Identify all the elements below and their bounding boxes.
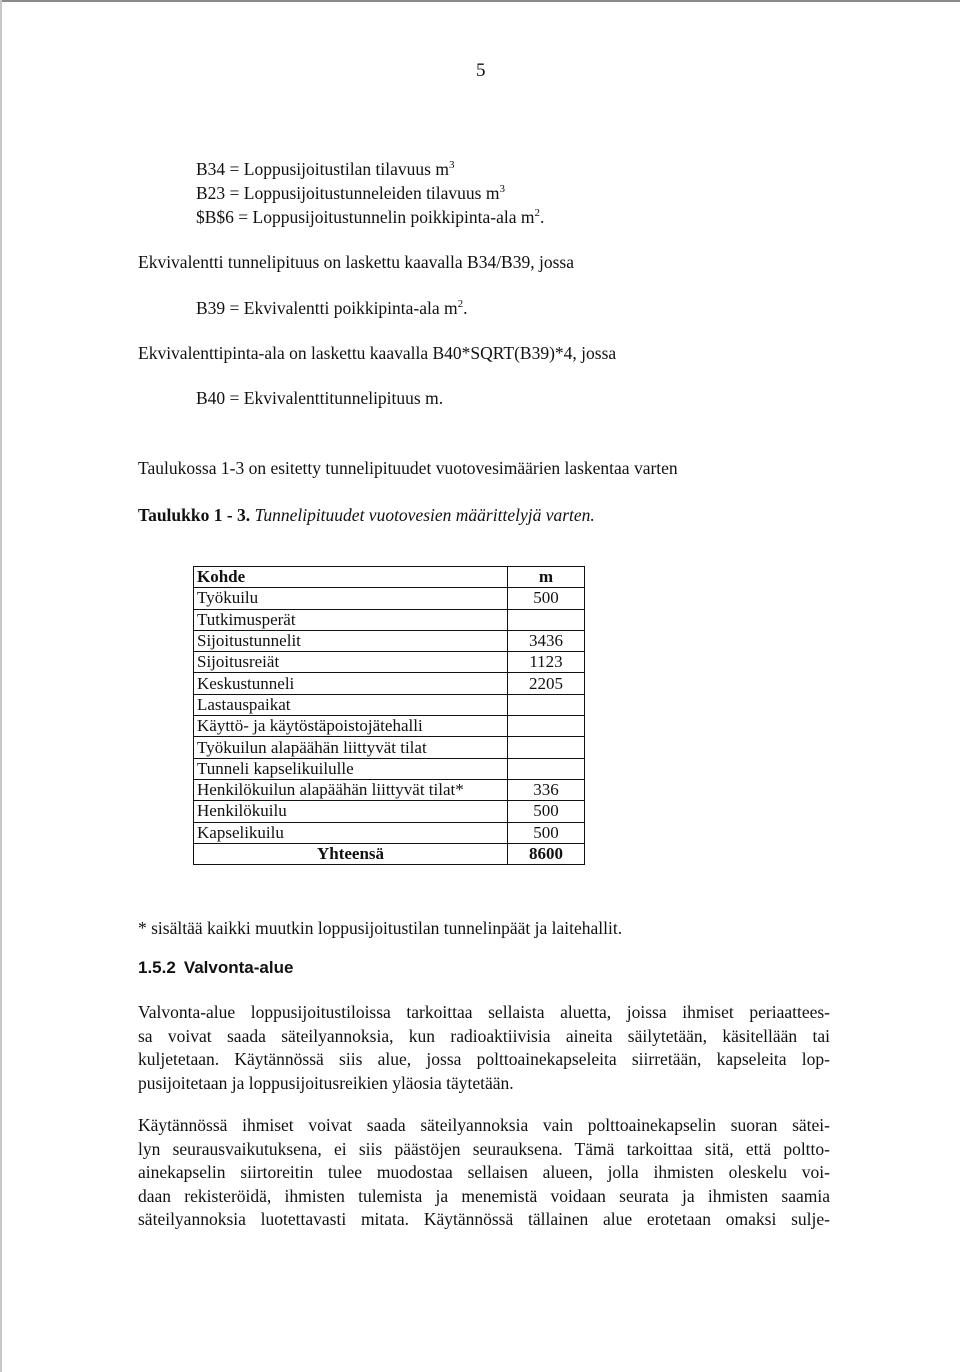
table-row — [194, 694, 585, 715]
table-cell-name: Tutkimusperät — [194, 609, 508, 630]
table-total-label: Yhteensä — [194, 843, 508, 864]
table-caption-title: Tunnelipituudet vuotovesien määrittelyjä varten. — [254, 505, 595, 525]
page-number: 5 — [476, 60, 486, 81]
table-header-row — [194, 567, 585, 588]
paragraph-line: Valvonta-alue loppusijoitustiloissa tarkoittaa sellaista aluetta, joissa ihmiset periaattees- — [138, 1002, 830, 1022]
table-row — [194, 630, 585, 651]
paragraph-line: daan rekisteröidä, ihmisten tulemista ja menemistä voidaan seurata ja ihmisten saamia — [138, 1185, 830, 1206]
scan-border-left — [0, 0, 2, 1372]
table-cell-name: Sijoitusreiät — [194, 652, 508, 673]
table-cell-m: 3436 — [508, 630, 585, 651]
table-row — [194, 822, 585, 843]
paragraph-valvonta-2 — [138, 1114, 830, 1232]
table-cell-m: 336 — [508, 779, 585, 800]
table-cell-m: 2205 — [508, 673, 585, 694]
table-cell-m — [508, 737, 585, 758]
table-cell-name: Kapselikuilu — [194, 822, 508, 843]
table-row — [194, 737, 585, 758]
table-footnote: * sisältää kaikki muutkin loppusijoitustilan tunnelinpäät ja laitehallit. — [138, 918, 623, 938]
table-row — [194, 716, 585, 737]
paragraph-valvonta-1 — [138, 1001, 830, 1095]
table-cell-name: Tunneli kapselikuilulle — [194, 758, 508, 779]
paragraph-line: lyn seurausvaikutuksena, ei siis päästöjen seurauksena. Tämä tarkoittaa sitä, että poltto- — [138, 1138, 830, 1159]
section-heading — [138, 958, 293, 978]
paragraph-equivalent-area: Ekvivalenttipinta-ala on laskettu kaavalla B40*SQRT(B39)*4, jossa — [138, 343, 617, 363]
paragraph-line: sa voivat saada säteilyannoksia, kun radioaktiivisia aineita säilytetään, käsitellään tai — [138, 1025, 830, 1046]
table-header-kohde: Kohde — [194, 567, 508, 588]
paragraph-table-intro: Taulukossa 1-3 on esitetty tunnelipituudet vuotovesimäärien laskentaa varten — [138, 458, 678, 478]
table-cell-name: Henkilökuilu — [194, 801, 508, 822]
table-row — [194, 779, 585, 800]
paragraph-equivalent-length: Ekvivalentti tunnelipituus on laskettu kaavalla B34/B39, jossa — [138, 252, 574, 272]
paragraph-line: Käytännössä ihmiset voivat saada säteilyannoksia vain polttoainekapselin suoran sätei- — [138, 1115, 830, 1135]
table-cell-m — [508, 694, 585, 715]
table-total-value: 8600 — [508, 843, 585, 864]
section-number: 1.5.2 — [138, 958, 176, 977]
table-cell-m — [508, 609, 585, 630]
paragraph-line: pusijoitetaan ja loppusijoitusreikien yläosia täytetään. — [138, 1072, 514, 1093]
definition-b34: B34 = Loppusijoitustilan tilavuus $m^3$ — [196, 159, 455, 179]
table-cell-name: Työkuilu — [194, 588, 508, 609]
table-caption — [138, 505, 595, 526]
paragraph-line: kuljetetaan. Käytännössä siis alue, jossa polttoainekapseleita siirretään, kapseleita lop- — [138, 1049, 830, 1070]
table-cell-m: 500 — [508, 822, 585, 843]
table-row — [194, 673, 585, 694]
table-cell-name: Lastauspaikat — [194, 694, 508, 715]
table-caption-label: Taulukko 1 - 3. — [138, 505, 251, 525]
definition-b40: B40 = Ekvivalenttitunnelipituus m. — [196, 388, 444, 408]
definition-b39: B39 = Ekvivalentti poikkipinta-ala $m^2$. — [196, 298, 468, 318]
table-header-m: m — [508, 567, 585, 588]
scan-border-top — [0, 0, 960, 2]
table-cell-m: 500 — [508, 801, 585, 822]
definition-list — [196, 157, 544, 229]
table-cell-name: Henkilökuilun alapäähän liittyvät tilat* — [194, 779, 508, 800]
table-total-row — [194, 843, 585, 864]
table-cell-m — [508, 758, 585, 779]
section-title: Valvonta-alue — [183, 958, 294, 977]
table-cell-name: Käyttö- ja käytöstäpoistojätehalli — [194, 716, 508, 737]
table-cell-m — [508, 716, 585, 737]
table-row — [194, 758, 585, 779]
tunnel-length-table — [193, 566, 585, 865]
table-row — [194, 588, 585, 609]
table-cell-m: 500 — [508, 588, 585, 609]
table-row — [194, 609, 585, 630]
paragraph-line: säteilyannoksia luotettavasti mitata. Käytännössä tällainen alue erotetaan omaksi sulje- — [138, 1209, 830, 1230]
definition-b23: B23 = Loppusijoitustunneleiden tilavuus $m^3$ — [196, 183, 505, 203]
table-row — [194, 652, 585, 673]
table-cell-name: Sijoitustunnelit — [194, 630, 508, 651]
paragraph-line: ainekapselin siirtoreitin tulee muodostaa sellaisen alueen, jolla ihmisten oleskelu voi- — [138, 1162, 830, 1183]
table-cell-name: Työkuilun alapäähän liittyvät tilat — [194, 737, 508, 758]
table-row — [194, 801, 585, 822]
definition-b6: $B$6 = Loppusijoitustunnelin poikkipinta-ala $m^2$. — [196, 207, 545, 227]
table-cell-name: Keskustunneli — [194, 673, 508, 694]
table-cell-m: 1123 — [508, 652, 585, 673]
